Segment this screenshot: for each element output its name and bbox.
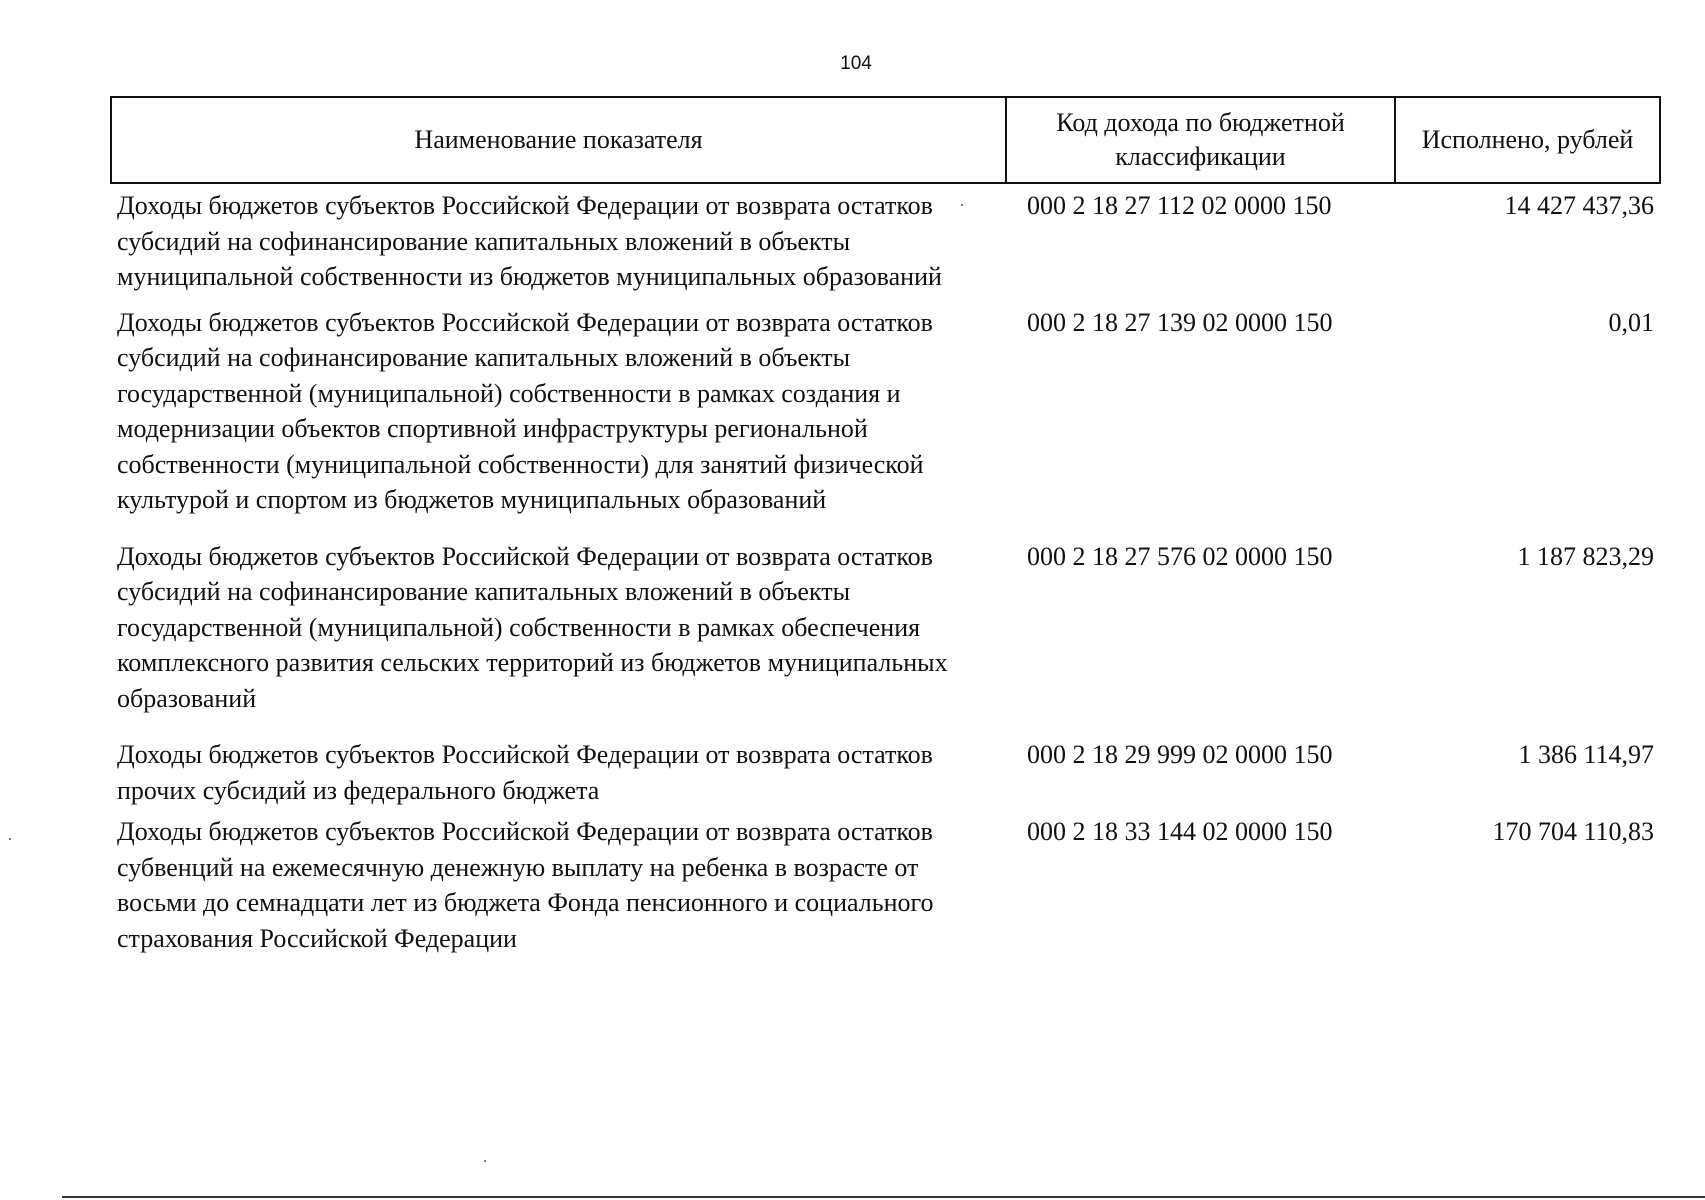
revenue-table: [110, 96, 1661, 956]
table-row: [111, 808, 1660, 956]
table-body: [111, 183, 1660, 956]
revenue-code: 000 2 18 27 139 02 0000 150: [1027, 307, 1333, 337]
indicator-name: Доходы бюджетов субъектов Российской Федерации от возврата остатков субсидий на софинансирование капитальных вложений в объекты государственной (муниципальной) собственности в рамках обеспечения комплексного развития сельских территорий из бюджетов муниципальных образований: [117, 541, 948, 713]
revenue-code: 000 2 18 27 112 02 0000 150: [1027, 191, 1332, 220]
indicator-name: Доходы бюджетов субъектов Российской Федерации от возврата остатков субвенций на ежемесячную денежную выплату на ребенка в возрасте от восьми до семнадцати лет из бюджета Фонда пенсионного и социального страхования Российской Федерации: [117, 817, 934, 953]
executed-amount: 0,01: [1608, 307, 1654, 337]
table-row: [111, 716, 1660, 808]
revenue-code: 000 2 18 29 999 02 0000 150: [1027, 740, 1333, 769]
table-header: [111, 97, 1660, 183]
executed-amount: 14 427 437,36: [1504, 191, 1654, 220]
scan-speck: [484, 1160, 486, 1162]
scan-speck: [9, 838, 11, 840]
header-row: [111, 97, 1660, 183]
indicator-name: Доходы бюджетов субъектов Российской Федерации от возврата остатков прочих субсидий из федерального бюджета: [117, 740, 933, 805]
header-executed-amount: Исполнено, рублей: [1395, 97, 1660, 183]
executed-amount: 1 187 823,29: [1517, 541, 1654, 571]
table-row: [111, 183, 1660, 295]
revenue-code: 000 2 18 33 144 02 0000 150: [1027, 817, 1333, 846]
table-row: [111, 295, 1660, 518]
table-row: [111, 518, 1660, 717]
scan-speck: [961, 204, 963, 206]
bottom-rule: [62, 1196, 1705, 1198]
header-revenue-code: Код дохода по бюджетной классификации: [1006, 97, 1395, 183]
revenue-code: 000 2 18 27 576 02 0000 150: [1027, 541, 1333, 571]
executed-amount: 170 704 110,83: [1492, 817, 1654, 846]
indicator-name: Доходы бюджетов субъектов Российской Федерации от возврата остатков субсидий на софинансирование капитальных вложений в объекты государственной (муниципальной) собственности в рамках создания и модернизации объектов спортивной инфраструктуры региональной собственности (муниципальной собственности) для занятий физической культурой и спортом из бюджетов муниципальных образований: [117, 307, 933, 514]
executed-amount: 1 386 114,97: [1518, 740, 1654, 769]
page-number: 104: [840, 53, 872, 74]
indicator-name: Доходы бюджетов субъектов Российской Федерации от возврата остатков субсидий на софинансирование капитальных вложений в объекты муниципальной собственности из бюджетов муниципальных образований: [117, 191, 942, 291]
header-indicator-name: Наименование показателя: [111, 97, 1006, 183]
